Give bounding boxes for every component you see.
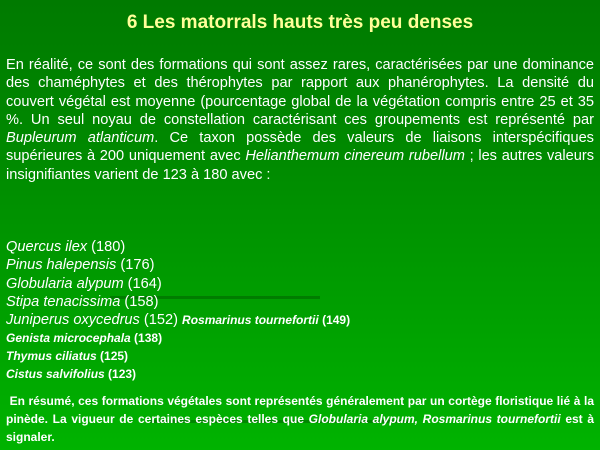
species-value: (164): [123, 275, 162, 292]
species-value: (158): [120, 293, 159, 310]
species-item: [6, 347, 594, 365]
species-value: (152): [139, 312, 183, 329]
species-item: [6, 275, 594, 293]
species-name: Thymus ciliatus: [6, 349, 97, 364]
species-name: Rosmarinus tournefortii: [182, 313, 319, 328]
species-item: [6, 238, 594, 256]
species-value: (123): [104, 367, 137, 382]
species-item: [6, 311, 594, 329]
species-item: [6, 256, 594, 274]
slide-title: 6 Les matorrals hauts très peu denses: [126, 12, 474, 33]
summary-text: En résumé, ces formations végétales sont représentés généralement par un cortège floristique lié à la pinède. La vigueur de certaines espèces telles que: [6, 394, 594, 426]
species-item: [6, 365, 594, 383]
species-item: [6, 329, 594, 347]
species-name: Genista microcephala: [6, 331, 131, 346]
intro-text: . Ce taxon possède des valeurs de liaisons interspécifiques supérieures à 200 uniquement avec: [6, 130, 594, 165]
taxon-names: Globularia alypum, Rosmarinus tournefortii: [308, 412, 561, 426]
species-name: Pinus halepensis: [6, 257, 117, 274]
species-name: Juniperus oxycedrus: [6, 312, 140, 329]
species-name: Cistus salvifolius: [6, 367, 105, 382]
species-value: (125): [96, 349, 129, 364]
species-name: Stipa tenacissima: [6, 293, 121, 310]
intro-text: ; les autres valeurs insignifiantes varient de 123 à 180 avec :: [6, 148, 595, 183]
intro-paragraph: [6, 56, 594, 184]
intro-text: En réalité, ce sont des formations qui sont assez rares, caractérisées par une dominance des chaméphytes et des thérophytes par rapport aux phanérophytes. La densité du couvert végétal est moyenne (pourcentage global de la végétation compris entre 25 et 35 %. Un seul noyau de constellation caractérisant ces groupements est représenté par: [6, 57, 594, 128]
taxon-name: Bupleurum atlanticum: [6, 130, 155, 147]
species-value: (149): [318, 313, 351, 328]
species-value: (176): [116, 257, 155, 274]
summary-text: est à signaler.: [6, 412, 594, 444]
species-value: (138): [130, 331, 163, 346]
species-list: [6, 238, 594, 383]
taxon-name: Helianthemum cinereum rubellum: [245, 148, 465, 165]
species-item: [6, 293, 594, 311]
species-value: (180): [87, 239, 126, 255]
summary-paragraph: [6, 392, 594, 446]
species-name: Quercus ilex: [6, 239, 88, 255]
species-name: Globularia alypum: [6, 275, 124, 292]
